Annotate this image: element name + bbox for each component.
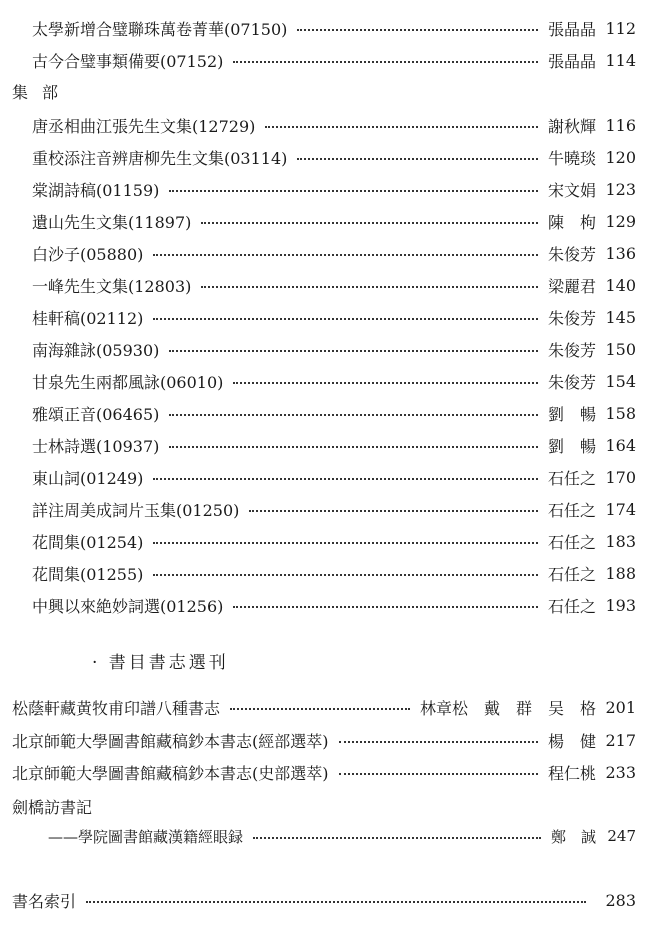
leader-dots <box>265 126 538 128</box>
entry-author: 石任之 <box>547 596 596 616</box>
leader-dots <box>153 254 538 256</box>
entry-title: 松蔭軒藏黄牧甫印譜八種書志 <box>12 698 221 718</box>
entry-page: 233 <box>605 762 636 782</box>
entry-title: 遺山先生文集(11897) <box>32 212 192 232</box>
entry-author: 石任之 <box>547 564 596 584</box>
toc-entry <box>0 430 650 460</box>
toc-entry <box>0 174 650 204</box>
entry-author: 朱俊芳 <box>547 308 596 328</box>
entry-page: 201 <box>605 697 636 717</box>
series-heading: · 書目書志選刊 <box>92 653 229 673</box>
entry-page: 183 <box>605 531 636 551</box>
leader-dots <box>297 29 538 31</box>
toc-entry <box>0 142 650 172</box>
leader-dots <box>169 350 538 352</box>
toc-entry <box>0 334 650 364</box>
leader-dots <box>339 773 538 775</box>
toc-entry <box>0 590 650 620</box>
entry-author: 謝秋輝 <box>547 116 596 136</box>
entry-title: 南海雜詠(05930) <box>32 340 160 360</box>
leader-dots <box>339 741 538 743</box>
toc-entry <box>0 725 650 755</box>
entry-page: 188 <box>605 563 636 583</box>
entry-page: 193 <box>605 595 636 615</box>
leader-dots <box>253 837 541 839</box>
entry-title: 甘泉先生兩都風詠(06010) <box>32 372 224 392</box>
leader-dots <box>249 510 538 512</box>
toc-entry <box>0 45 650 75</box>
entry-title: 重校添注音辨唐柳先生文集(03114) <box>32 148 288 168</box>
entry-page: 283 <box>605 890 636 910</box>
entry-page: 116 <box>605 115 636 135</box>
leader-dots <box>230 708 410 710</box>
entry-page: 140 <box>605 275 636 295</box>
entry-subtitle: ——學院圖書館藏漢籍經眼録 <box>48 827 244 846</box>
toc-entry <box>0 526 650 556</box>
leader-dots <box>153 478 538 480</box>
entry-page: 120 <box>605 147 636 167</box>
leader-dots <box>201 286 538 288</box>
entry-author: 劉 暢 <box>547 404 596 424</box>
entry-title: 唐丞相曲江張先生文集(12729) <box>32 116 256 136</box>
entry-author: 牛曉琰 <box>547 148 596 168</box>
entry-page: 145 <box>605 307 636 327</box>
entry-author: 石任之 <box>547 468 596 488</box>
entry-page: 154 <box>605 371 636 391</box>
entry-author: 朱俊芳 <box>547 340 596 360</box>
entry-title: 白沙子(05880) <box>32 244 144 264</box>
entry-page: 112 <box>605 18 636 38</box>
entry-title: 古今合璧事類備要(07152) <box>32 51 224 71</box>
toc-entry <box>0 398 650 428</box>
entry-author: 石任之 <box>547 532 596 552</box>
entry-title: 花間集(01255) <box>32 564 144 584</box>
toc-entry <box>0 270 650 300</box>
leader-dots <box>153 542 538 544</box>
toc-entry <box>0 206 650 236</box>
leader-dots <box>297 158 538 160</box>
entry-title: 北京師範大學圖書館藏稿鈔本書志(經部選萃) <box>12 731 329 751</box>
toc-entry <box>0 757 650 787</box>
toc-entry <box>0 494 650 524</box>
entry-title: 桂軒稿(02112) <box>32 308 144 328</box>
entry-page: 114 <box>605 50 636 70</box>
entry-title: 花間集(01254) <box>32 532 144 552</box>
entry-author: 朱俊芳 <box>547 244 596 264</box>
entry-author: 陳 枸 <box>547 212 596 232</box>
leader-dots <box>86 901 586 903</box>
entry-page: 123 <box>605 179 636 199</box>
toc-entry <box>0 558 650 588</box>
entry-author: 張晶晶 <box>547 19 596 39</box>
entry-title: 太學新增合璧聯珠萬卷菁華(07150) <box>32 19 288 39</box>
entry-author: 張晶晶 <box>547 51 596 71</box>
toc-entry-index <box>0 885 650 915</box>
entry-author: 楊 健 <box>547 731 596 751</box>
entry-title: 一峰先生文集(12803) <box>32 276 192 296</box>
section-heading-ji: 集部 <box>12 83 73 102</box>
entry-title: 詳注周美成詞片玉集(01250) <box>32 500 240 520</box>
entry-title: 棠湖詩稿(01159) <box>32 180 160 200</box>
leader-dots <box>169 414 538 416</box>
toc-entry <box>0 302 650 332</box>
entry-page: 136 <box>605 243 636 263</box>
leader-dots <box>233 61 538 63</box>
entry-author: 朱俊芳 <box>547 372 596 392</box>
entry-title: 東山詞(01249) <box>32 468 144 488</box>
entry-author: 石任之 <box>547 500 596 520</box>
entry-title: 士林詩選(10937) <box>32 436 160 456</box>
leader-dots <box>201 222 538 224</box>
entry-author: 宋文娟 <box>547 180 596 200</box>
entry-page: 129 <box>605 211 636 231</box>
entry-page: 164 <box>605 435 636 455</box>
entry-title: 北京師範大學圖書館藏稿鈔本書志(史部選萃) <box>12 763 329 783</box>
entry-page: 170 <box>605 467 636 487</box>
entry-page: 174 <box>605 499 636 519</box>
toc-entry <box>0 366 650 396</box>
leader-dots <box>169 446 538 448</box>
leader-dots <box>233 382 538 384</box>
entry-author: 程仁桃 <box>547 763 596 783</box>
entry-author: 鄭 誠 <box>550 827 596 846</box>
toc-entry <box>0 110 650 140</box>
toc-entry <box>0 692 650 722</box>
entry-author: 梁麗君 <box>547 276 596 296</box>
entry-page: 158 <box>605 403 636 423</box>
toc-entry <box>0 462 650 492</box>
leader-dots <box>153 318 538 320</box>
leader-dots <box>233 606 538 608</box>
entry-author: 林章松 戴 群 吴 格 <box>419 698 596 718</box>
leader-dots <box>153 574 538 576</box>
entry-title-jianqiao: 劍橋訪書記 <box>12 798 93 817</box>
entry-title: 書名索引 <box>12 891 77 911</box>
entry-title: 中興以來絶妙詞選(01256) <box>32 596 224 616</box>
entry-page: 217 <box>605 730 636 750</box>
toc-entry <box>0 238 650 268</box>
toc-entry <box>0 821 650 851</box>
leader-dots <box>169 190 538 192</box>
entry-page: 247 <box>607 827 636 845</box>
entry-author: 劉 暢 <box>547 436 596 456</box>
entry-title: 雅頌正音(06465) <box>32 404 160 424</box>
entry-page: 150 <box>605 339 636 359</box>
toc-entry <box>0 13 650 43</box>
